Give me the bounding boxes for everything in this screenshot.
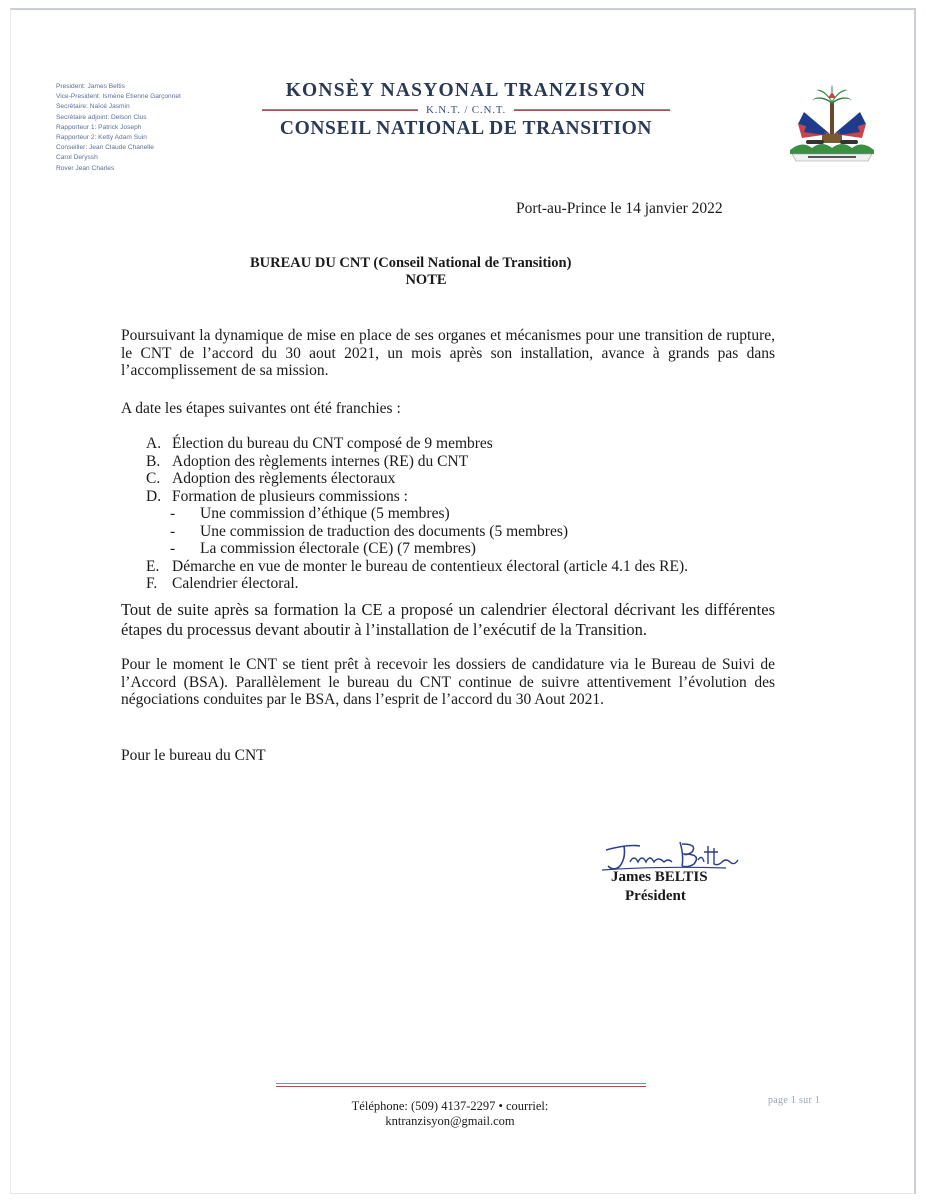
member-line: President: James Beltis (56, 83, 125, 90)
sub-step-text: La commission électorale (CE) (7 membres) (200, 540, 476, 557)
closing-line: Pour le bureau du CNT (121, 747, 266, 764)
sub-steps-list (170, 505, 688, 558)
steps-list (146, 435, 688, 593)
footer-phone: Téléphone: (509) 4137-2297 • courriel: (351, 1099, 549, 1113)
sub-list-item (170, 505, 688, 523)
list-item (146, 435, 688, 453)
step-letter: C. (146, 470, 161, 487)
step-letter: B. (146, 452, 161, 470)
haiti-coat-of-arms-icon (782, 84, 882, 164)
org-name-french: CONSEIL NATIONAL DE TRANSITION (279, 118, 653, 139)
page-number: page 1 sur 1 (768, 1095, 821, 1106)
member-line: Secrétaire adjoint: Delson Clus (56, 113, 147, 121)
paragraph-candidacy: Pour le moment le CNT se tient prêt à recevoir les dossiers de candidature via le Bureau de Suivi de l’Accord (BSA). Parallèlement le bureau du CNT continue de suivre attentivement l’évolution des négociations conduites par le BSA, dans l’esprit de l’accord du 30 Aout 2021. (121, 656, 775, 708)
list-item (146, 470, 688, 488)
paragraph-calendar: Tout de suite après sa formation la CE a proposé un calendrier électoral décrivant les différentes étapes du processus devant aboutir à l’installation de l’exécutif de la Transition. (121, 600, 775, 639)
member-line: Secrétaire: Naïcé Jasmin (56, 103, 130, 111)
member-line: Rapporteur 2: Ketty Adam Suin (56, 134, 147, 142)
list-item (146, 488, 688, 506)
signer-title: Président (625, 888, 686, 904)
signer-name: James BELTIS (611, 869, 708, 885)
footer-email: kntranzisyon@gmail.com (385, 1114, 515, 1128)
member-line: Rover Jean Charles (56, 164, 115, 172)
step-text: Démarche en vue de monter le bureau de contentieux électoral (article 4.1 des RE). (172, 557, 689, 575)
org-abbreviation-row (262, 103, 670, 117)
step-text: Adoption des règlements électoraux (172, 470, 396, 487)
sub-bullet: - (170, 505, 176, 522)
step-text: Formation de plusieurs commissions : (172, 487, 408, 505)
step-text: Calendrier électoral. (172, 575, 299, 592)
footer-rule (276, 1083, 646, 1087)
paragraph-intro: Poursuivant la dynamique de mise en place de ses organes et mécanismes pour une transition de rupture, le CNT de l’accord du 30 aout 2021, un mois après son installation, avance à grands pas dans l’accomplissement de sa mission. (121, 327, 775, 379)
step-letter: E. (146, 557, 160, 575)
step-text: Élection du bureau du CNT composé de 9 membres (172, 435, 493, 452)
step-text: Adoption des règlements internes (RE) du CNT (172, 452, 469, 470)
letterhead-rule-right (514, 109, 670, 111)
list-item (146, 558, 688, 576)
list-item (146, 575, 688, 593)
document-subtitle: NOTE (405, 272, 447, 288)
footer-contact (300, 1099, 600, 1129)
org-name-creole: KONSÈY NASYONAL TRANZISYON (285, 80, 647, 101)
letterhead-rule-left (262, 109, 418, 111)
letterhead (262, 80, 670, 140)
member-line: Conseiller: Jean Claude Chanelle (56, 144, 154, 152)
sub-bullet: - (170, 540, 176, 557)
sub-list-item (170, 523, 688, 541)
step-letter: A. (146, 435, 162, 452)
date-line: Port-au-Prince le 14 janvier 2022 (516, 200, 723, 217)
member-line: Carol Deryssh (56, 154, 98, 162)
list-item (146, 453, 688, 471)
step-letter: D. (146, 487, 162, 505)
sub-step-text: Une commission d’éthique (5 membres) (200, 505, 450, 522)
paragraph-steps-intro: A date les étapes suivantes ont été franchies : (121, 400, 401, 417)
sub-list-item (170, 540, 688, 558)
document-title: BUREAU DU CNT (Conseil National de Transition) (250, 255, 572, 271)
member-line: Rapporteur 1: Patrick Joseph (56, 123, 142, 131)
sub-bullet: - (170, 522, 176, 540)
org-abbreviation: K.N.T. / C.N.T. (425, 104, 507, 116)
council-members-list (56, 82, 236, 174)
step-letter: F. (146, 575, 158, 592)
sub-step-text: Une commission de traduction des documents (5 membres) (200, 522, 569, 540)
member-line: Vice-President: Ismène Etienne Garçonnet (56, 93, 181, 101)
